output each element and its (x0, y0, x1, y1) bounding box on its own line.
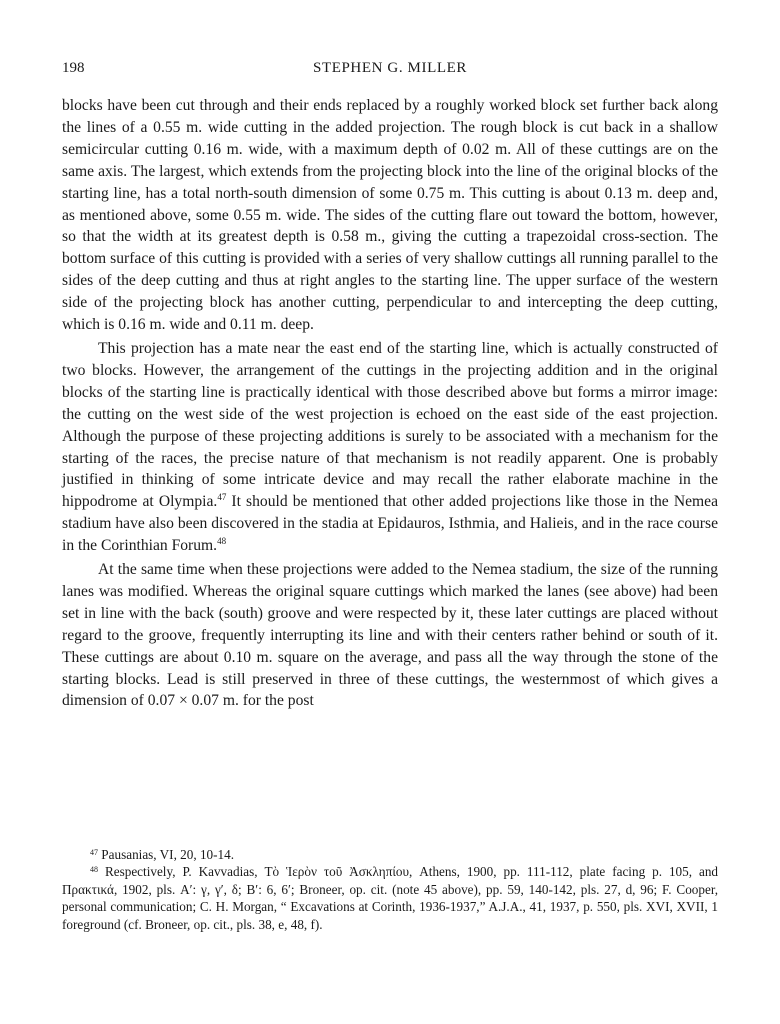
body-text (62, 95, 718, 712)
paragraph-3: At the same time when these projections were added to the Nemea stadium, the size of the running lanes was modified. Whereas the original square cuttings which marked the lanes (see above) had been set in line with the back (south) groove and were respected by it, these later cuttings are placed without regard to the groove, frequently interrupting its line and with their centers rather behind or south of it. These cuttings are about 0.10 m. square on the average, and pass all the way through the stone of the starting blocks. Lead is still preserved in three of these cuttings, the westernmost of which gives a dimension of 0.07 × 0.07 m. for the post (62, 561, 718, 710)
footnote-text: Pausanias, VI, 20, 10-14. (101, 847, 235, 862)
footnote-number: 47 (90, 848, 98, 857)
page-number: 198 (62, 60, 85, 76)
footnote-ref-47: 47 (217, 492, 227, 503)
running-head: STEPHEN G. MILLER (313, 60, 467, 76)
paragraph-2-text-a: This projection has a mate near the east end of the starting line, which is actually constructed of two blocks. However, the arrangement of the cuttings in the projecting addition and in the original blocks of the starting line is practically identical with those described above but forms a mirror image: the cutting on the west side of the west projection is echoed on the east side of the east projection. Although the purpose of these projecting additions is surely to be associated with a mechanism for the starting of the races, the precise nature of that mechanism is not readily apparent. One is probably justified in thinking of some intricate device and may recall the rather elaborate machine in the hippodrome at Olympia. (62, 339, 718, 511)
paragraph-1: blocks have been cut through and their ends replaced by a roughly worked block set further back along the lines of a 0.55 m. wide cutting in the added projection. The rough block is cut back in a shallow semicircular cutting 0.16 m. wide, with a maximum depth of 0.02 m. All of these cuttings are on the same axis. The largest, which extends from the projecting block into the line of the original blocks of the starting line, has a total north-south dimension of some 0.75 m. This cutting is about 0.13 m. deep and, as mentioned above, some 0.55 m. wide. The sides of the cutting flare out toward the bottom, however, so that the width at its greatest depth is 0.58 m., giving the cutting a trapezoidal cross-section. The bottom surface of this cutting is provided with a series of very shallow cuttings all running parallel to the sides of the deep cutting and thus at right angles to the starting line. The upper surface of the western side of the projecting block has another cutting, perpendicular to and intercepting the deep cutting, which is 0.16 m. wide and 0.11 m. deep. (62, 97, 718, 334)
footnote-47 (62, 846, 718, 863)
paragraph-2-text-b: It should be mentioned that other added projections like those in the Nemea stadium have also been discovered in the stadia at Epidauros, Isthmia, and Halieis, and in the race course in the Corinthian Forum. (62, 493, 718, 555)
paragraph-2 (62, 338, 718, 557)
footnotes (62, 846, 718, 933)
footnote-text: Respectively, P. Kavvadias, Τὸ Ἱερὸν τοῦ Ἀσκληπίου, Athens, 1900, pp. 111-112, plate facing p. 105, and Πρακτικά, 1902, pls. Α′: γ, γ′, δ; Β′: 6, 6′; Broneer, op. cit. (note 45 above), pp. 59, 140-142, pls. 27, d, 96; F. Cooper, personal communication; C. H. Morgan, “ Excavations at Corinth, 1936-1937,” A.J.A., 41, 1937, p. 550, pls. XVI, XVII, 1 foreground (cf. Broneer, op. cit., pls. 38, e, 48, f). (62, 864, 719, 932)
page-header (62, 60, 718, 82)
footnote-number: 48 (90, 865, 98, 875)
footnote-48 (62, 863, 718, 933)
footnote-ref-48: 48 (217, 536, 227, 547)
